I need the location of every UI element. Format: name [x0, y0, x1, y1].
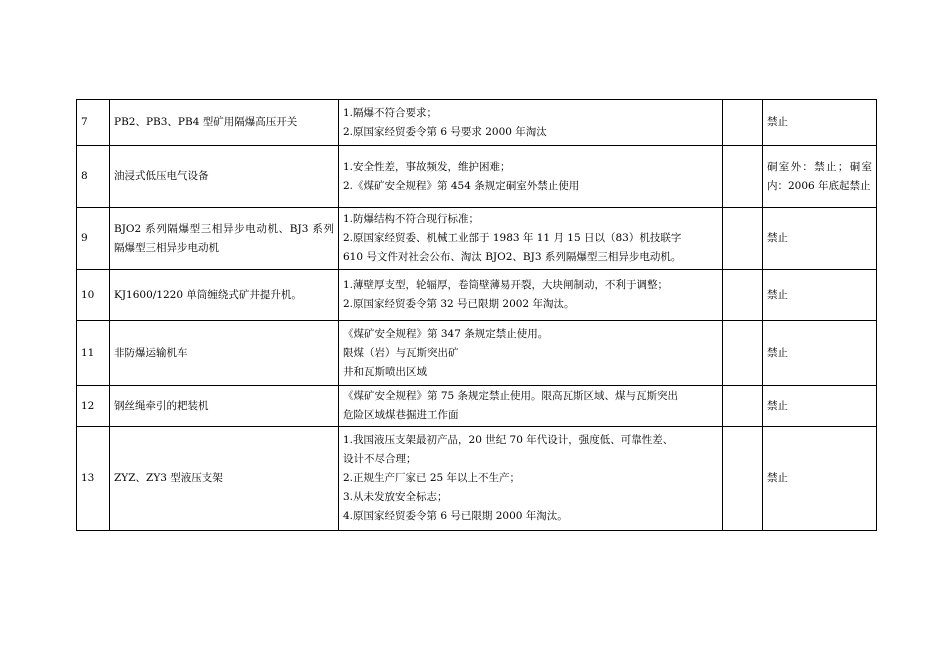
rule-cell: 禁止 [763, 100, 877, 146]
table-row [77, 270, 877, 321]
rule-cell: 禁止 [763, 270, 877, 321]
rule-cell: 禁止 [763, 321, 877, 386]
reason-cell: 1.防爆结构不符合现行标准； 2.原国家经贸委、机械工业部于 1983 年 11 月 15 日以（83）机技联字 610 号文件对社会公布、淘汰 BJO2、BJ3 系列隔爆型三相异步电动机。 [339, 208, 723, 270]
reason-cell: 1.薄壁厚支型，轮辐厚，卷筒壁薄易开裂，大块闸制动，不利于调整； 2.原国家经贸委令第 32 号已限期 2002 年淘汰。 [339, 270, 723, 321]
row-number: 9 [77, 208, 110, 270]
rule-cell: 禁止 [763, 208, 877, 270]
equipment-name: 油浸式低压电气设备 [110, 146, 339, 208]
blank-cell [723, 100, 763, 146]
equipment-name: 钢丝绳牵引的耙装机 [110, 386, 339, 427]
row-number: 10 [77, 270, 110, 321]
reason-cell: 1.我国液压支架最初产品，20 世纪 70 年代设计，强度低、可靠性差、 设计不尽合理； 2.正规生产厂家已 25 年以上不生产； 3.从未发放安全标志； 4.原国家经贸委令第 6 号已限期 2000 年淘汰。 [339, 427, 723, 531]
table-row [77, 100, 877, 146]
reason-cell: 《煤矿安全规程》第 347 条规定禁止使用。 限煤（岩）与瓦斯突出矿 井和瓦斯喷出区域 [339, 321, 723, 386]
equipment-name: BJO2 系列隔爆型三相异步电动机、BJ3 系列隔爆型三相异步电动机 [110, 208, 339, 270]
table-row [77, 321, 877, 386]
table-row [77, 208, 877, 270]
equipment-name: KJ1600/1220 单筒缠绕式矿井提升机。 [110, 270, 339, 321]
blank-cell [723, 321, 763, 386]
table-row [77, 386, 877, 427]
equipment-name: ZYZ、ZY3 型液压支架 [110, 427, 339, 531]
table-row [77, 427, 877, 531]
equipment-name: 非防爆运输机车 [110, 321, 339, 386]
blank-cell [723, 146, 763, 208]
rule-cell: 硐室外：禁止；硐室内：2006 年底起禁止 [763, 146, 877, 208]
reason-cell: 《煤矿安全规程》第 75 条规定禁止使用。限高瓦斯区域、煤与瓦斯突出 危险区域煤巷掘进工作面 [339, 386, 723, 427]
row-number: 7 [77, 100, 110, 146]
row-number: 13 [77, 427, 110, 531]
row-number: 11 [77, 321, 110, 386]
blank-cell [723, 208, 763, 270]
equipment-table [76, 99, 877, 531]
row-number: 8 [77, 146, 110, 208]
reason-cell: 1.安全性差，事故频发，维护困难； 2.《煤矿安全规程》第 454 条规定硐室外禁止使用 [339, 146, 723, 208]
table-row [77, 146, 877, 208]
blank-cell [723, 427, 763, 531]
row-number: 12 [77, 386, 110, 427]
blank-cell [723, 270, 763, 321]
rule-cell: 禁止 [763, 386, 877, 427]
blank-cell [723, 386, 763, 427]
equipment-name: PB2、PB3、PB4 型矿用隔爆高压开关 [110, 100, 339, 146]
rule-cell: 禁止 [763, 427, 877, 531]
reason-cell: 1.隔爆不符合要求； 2.原国家经贸委令第 6 号要求 2000 年淘汰 [339, 100, 723, 146]
